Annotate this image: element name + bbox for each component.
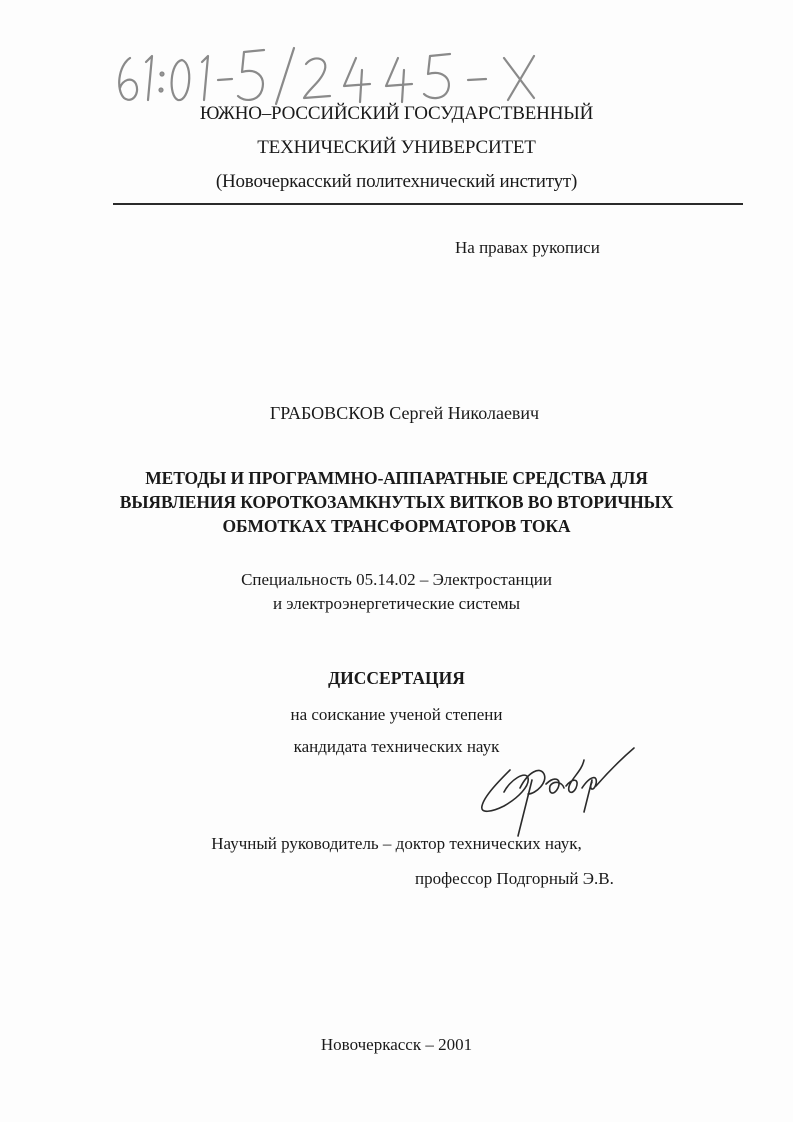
degree-line-2: кандидата технических наук	[293, 737, 500, 756]
rights-note: На правах рукописи	[455, 238, 600, 257]
title-line-2: ВЫЯВЛЕНИЯ КОРОТКОЗАМКНУТЫХ ВИТКОВ ВО ВТОРИЧНЫХ	[119, 492, 674, 512]
specialty-line-2: и электроэнергетические системы	[272, 594, 521, 613]
work-type: ДИССЕРТАЦИЯ	[328, 668, 465, 688]
specialty-line-1: Специальность 05.14.02 – Электростанции	[241, 570, 552, 589]
title-line-3: ОБМОТКАХ ТРАНСФОРМАТОРОВ ТОКА	[222, 516, 571, 536]
institution-line-2: ТЕХНИЧЕСКИЙ УНИВЕРСИТЕТ	[257, 137, 536, 158]
header-divider	[113, 203, 743, 205]
title-line-1: МЕТОДЫ И ПРОГРАММНО-АППАРАТНЫЕ СРЕДСТВА ДЛЯ	[145, 468, 648, 488]
institution-line-3: (Новочеркасский политехнический институт)	[215, 171, 578, 192]
degree-line-1: на соискание ученой степени	[290, 705, 503, 724]
author-name: ГРАБОВСКОВ Сергей Николаевич	[269, 403, 540, 423]
institution-line-1: ЮЖНО–РОССИЙСКИЙ ГОСУДАРСТВЕННЫЙ	[199, 103, 594, 124]
place-year: Новочеркасск – 2001	[320, 1035, 473, 1054]
archive-code-handwriting	[108, 40, 568, 110]
supervisor-line-2: профессор Подгорный Э.В.	[415, 869, 614, 888]
signature	[470, 740, 640, 840]
supervisor-line-1: Научный руководитель – доктор технических наук,	[211, 834, 582, 853]
